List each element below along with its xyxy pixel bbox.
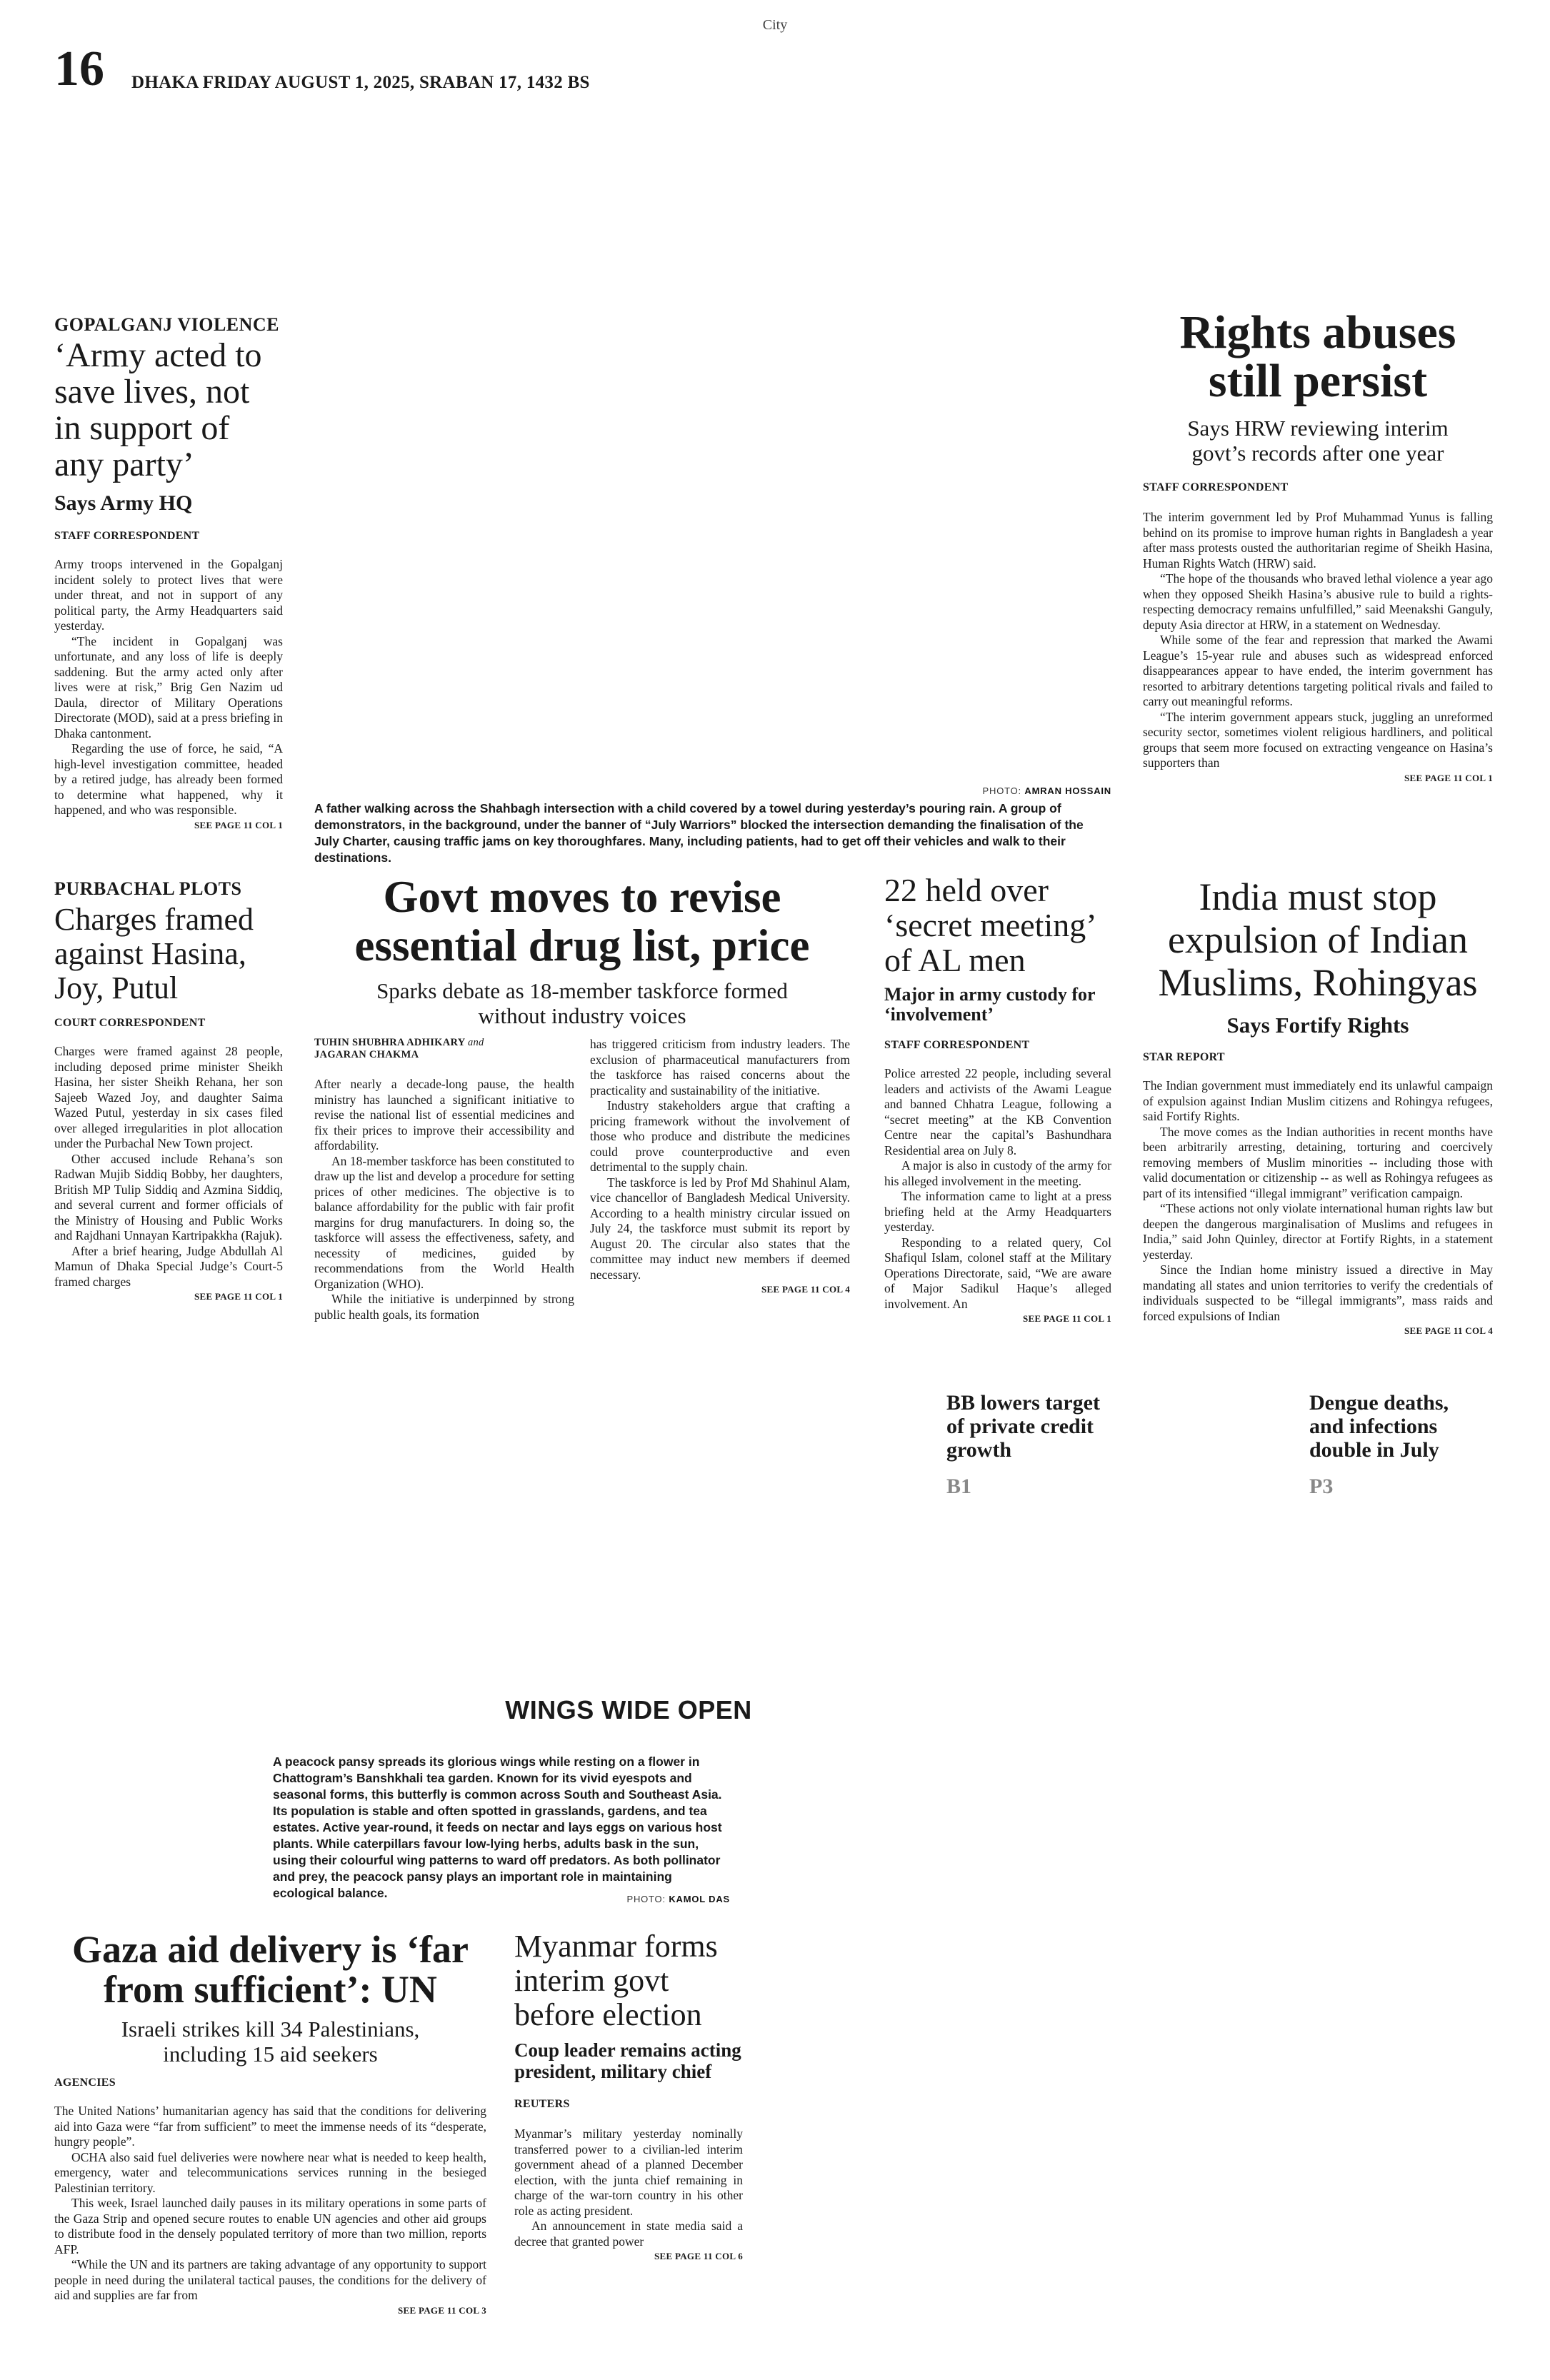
paragraph: An announcement in state media said a decree that granted power: [514, 2219, 743, 2249]
kicker: GOPALGANJ VIOLENCE: [54, 314, 280, 335]
story-india: [1143, 875, 1493, 1337]
paragraph: After nearly a decade-long pause, the health ministry has launched a significant initiative to revise the national list of essential medicines and fix their prices to improve their accessibility and affordability.: [314, 1077, 574, 1153]
story-drug-list: [314, 873, 850, 1322]
column-1: [314, 1037, 574, 1322]
credit-label: PHOTO:: [626, 1894, 666, 1904]
paragraph: The taskforce is led by Prof Md Shahinul Alam, vice chancellor of Bangladesh Medical University. According to a health ministry circular issued on July 24, the taskforce must submit its report by August 20. The circular also states that the committee may induct new members if deemed necessary.: [590, 1175, 850, 1282]
jump-line[interactable]: SEE PAGE 11 COL 4: [1404, 1325, 1493, 1336]
story-rights: [1143, 308, 1493, 784]
paragraph: This week, Israel launched daily pauses in its military operations in some parts of the Gaza Strip and opened secure routes to enable UN agencies and other aid groups to distribute food in the densely populated territory of more than two million, reports AFP.: [54, 2196, 486, 2256]
paragraph: Regarding the use of force, he said, “A high-level investigation committee, headed by a retired judge, has already been formed to determine what happened, why it happened, and who was responsible.: [54, 741, 283, 817]
byline: AGENCIES: [54, 2077, 116, 2089]
subhead: Coup leader remains acting president, military chief: [514, 2039, 741, 2082]
paragraph: “While the UN and its partners are taking advantage of any opportunity to support people in need during the unilateral tactical pauses, the conditions for the delivery of aid and supplies are far from: [54, 2257, 486, 2302]
paragraph: “The incident in Gopalganj was unfortunate, and any loss of life is deeply saddening. But the army acted only after lives were at risk,” Brig Gen Nazim ud Daula, director of Military Operations Directorate (MOD), said at a press briefing in Dhaka cantonment.: [54, 633, 283, 740]
headline[interactable]: Myanmar forms interim govt before election: [514, 1929, 718, 2032]
kicker: PURBACHAL PLOTS: [54, 878, 242, 899]
credit-label: PHOTO:: [982, 785, 1021, 796]
byline: STAFF CORRESPONDENT: [884, 1039, 1030, 1051]
paragraph: The information came to light at a press briefing held at the Army Headquarters yesterday.: [884, 1189, 1111, 1234]
promo-dengue[interactable]: [1309, 1391, 1466, 1499]
paragraph: After a brief hearing, Judge Abdullah Al Mamun of Dhaka Special Judge’s Court-5 framed charges: [54, 1243, 283, 1289]
page-number: 16: [54, 41, 104, 96]
paragraph: Charges were framed against 28 people, including deposed prime minister Sheikh Hasina, her sister Sheikh Rehana, her son Sajeeb Wazed Joy, and daughter Saima Wazed Putul, yesterday in six cases filed over alleged irregularities in plot allocation under the Purbachal New Town project.: [54, 1044, 283, 1150]
promo-headline[interactable]: Dengue deaths, and infections double in July: [1309, 1391, 1449, 1462]
article-body: [884, 1066, 1111, 1312]
jump-line[interactable]: SEE PAGE 11 COL 1: [194, 819, 283, 830]
byline: STAFF CORRESPONDENT: [1143, 481, 1289, 493]
story-myanmar: [514, 1929, 743, 2262]
credit-name: KAMOL DAS: [669, 1894, 730, 1904]
article-body: [1143, 1078, 1493, 1324]
article-body: [314, 1077, 574, 1322]
subhead: Major in army custody for ‘involvement’: [884, 984, 1096, 1025]
jump-line[interactable]: SEE PAGE 11 COL 1: [194, 1291, 283, 1302]
headline[interactable]: 22 held over ‘secret meeting’ of AL men: [884, 872, 1095, 978]
paragraph: The move comes as the Indian authorities in recent months have been arbitrarily arresting, detaining, torturing and coercively removing members of Muslim minorities -- including those with valid documentation or citizenship -- as well as Rohingya refugees as part of its intensified “illegal immigrant” verification campaign.: [1143, 1124, 1493, 1200]
subhead: Says Army HQ: [54, 491, 193, 515]
paragraph: has triggered criticism from industry leaders. The exclusion of pharmaceutical manufacturers from the taskforce has raised concerns about the practicality and sustainability of the initiative.: [590, 1037, 850, 1098]
photo-caption: A father walking across the Shahbagh intersection with a child covered by a towel during yesterday’s pouring rain. A group of demonstrators, in the background, under the banner of “July Warriors” blocked the intersection demanding the finalisation of the July Charter, causing traffic jams on key thoroughfares. Many, including patients, had to get off their vehicles and walk to their destinations.: [314, 801, 1084, 865]
subhead: Israeli strikes kill 34 Palestinians, including 15 aid seekers: [121, 2017, 420, 2067]
paragraph: While some of the fear and repression that marked the Awami League’s 15-year rule and abuses such as widespread enforced disappearances appear to have ended, the interim government has resorted to arbitrary detentions targeting political rivals and failed to carry out meaningful reforms.: [1143, 633, 1493, 708]
photo-feature-caption: A peacock pansy spreads its glorious wings while resting on a flower in Chattogram’s Banshkhali tea garden. Known for its vivid eyespots and seasonal forms, this butterfly is common across South and Southeast Asia. Its population is stable and often spotted in grasslands, gardens, and tea estates. Active year-round, it feeds on nectar and lays eggs on various host plants. While caterpillars favour low-lying herbs, adults bask in the sun, using their colourful wing patterns to ward off predators. As both pollinator and prey, the peacock pansy plays an important role in maintaining ecological balance.: [273, 1754, 722, 1900]
headline[interactable]: India must stop expulsion of Indian Muslims, Rohingyas: [1158, 875, 1478, 1004]
headline[interactable]: Rights abuses still persist: [1179, 306, 1456, 407]
paragraph: A major is also in custody of the army for his alleged involvement in the meeting.: [884, 1158, 1111, 1188]
article-body: [514, 2127, 743, 2249]
column-2: [590, 1037, 850, 1322]
paragraph: An 18-member taskforce has been constituted to draw up the list and develop a procedure for setting prices of other medicines. The objective is to balance affordability for the public with fair profit margins for drug manufacturers. In doing so, the taskforce will assess the effectiveness, safety, and necessity of medicines, guided by recommendations from the World Health Organization (WHO).: [314, 1153, 574, 1291]
promo-page-ref: P3: [1309, 1475, 1334, 1498]
paragraph: The Indian government must immediately end its unlawful campaign of expulsion against Indian Muslim citizens and Rohingya refugees, said Fortify Rights.: [1143, 1078, 1493, 1123]
story-gaza: [54, 1929, 486, 2316]
byline: REUTERS: [514, 2098, 570, 2110]
paragraph: Army troops intervened in the Gopalganj incident solely to protect lives that were under threat, and not in support of any political party, the Army Headquarters said yesterday.: [54, 557, 283, 633]
subhead: Sparks debate as 18-member taskforce formed without industry voices: [376, 978, 788, 1028]
article-body: [54, 557, 283, 818]
article-body: [590, 1037, 850, 1282]
paragraph: The United Nations’ humanitarian agency has said that the conditions for delivering aid into Gaza were “far from sufficient” to meet the immense needs of its “desperate, hungry people”.: [54, 2104, 486, 2149]
photo-credit: [314, 785, 1111, 796]
photo-feature-title: WINGS WIDE OPEN: [505, 1695, 752, 1724]
paragraph: “The interim government appears stuck, juggling an unreformed security sector, sometimes violent religious hardliners, and political groups that seem more focused on extracting vengeance on Hasina’s supporters than: [1143, 709, 1493, 770]
subhead: Says HRW reviewing interim govt’s records after one year: [1187, 416, 1449, 466]
paragraph: OCHA also said fuel deliveries were nowhere near what is needed to keep health, emergency, water and telecommunications services running in the besieged Palestinian territory.: [54, 2149, 486, 2195]
story-purbachal: [54, 878, 283, 1302]
story-gopalganj: [54, 314, 283, 831]
jump-line[interactable]: SEE PAGE 11 COL 3: [397, 2304, 486, 2316]
paragraph: Responding to a related query, Col Shafiqul Islam, colonel staff at the Military Operations Directorate, said, “We are aware of Major Sadikul Haque’s alleged involvement. An: [884, 1235, 1111, 1311]
paragraph: “The hope of the thousands who braved lethal violence a year ago when they opposed Sheikh Hasina’s abusive rule to build a rights-respecting democracy remains unfulfilled,” said Meenakshi Ganguly, deputy Asia director at HRW, in a statement on Wednesday.: [1143, 571, 1493, 632]
article-body: [54, 1044, 283, 1290]
paragraph: The interim government led by Prof Muhammad Yunus is falling behind on its promise to improve human rights in Bangladesh a year after mass protests ousted the authoritarian regime of Sheikh Hasina, Human Rights Watch (HRW) said.: [1143, 510, 1493, 571]
byline: [314, 1037, 574, 1061]
jump-line[interactable]: SEE PAGE 11 COL 1: [1404, 772, 1493, 783]
headline[interactable]: Gaza aid delivery is ‘far from sufficient’: UN: [72, 1928, 469, 2011]
headline[interactable]: ‘Army acted to save lives, not in support of any party’: [54, 336, 262, 483]
byline-author-2: JAGARAN CHAKMA: [314, 1049, 419, 1060]
article-body: [1143, 510, 1493, 771]
promo-bb[interactable]: [946, 1391, 1104, 1499]
credit-name: AMRAN HOSSAIN: [1024, 785, 1111, 796]
promo-page-ref: B1: [946, 1475, 972, 1498]
headline[interactable]: Govt moves to revise essential drug list, price: [354, 872, 810, 970]
byline: COURT CORRESPONDENT: [54, 1017, 206, 1029]
byline: STAFF CORRESPONDENT: [54, 530, 200, 542]
dateline: DHAKA FRIDAY AUGUST 1, 2025, SRABAN 17, 1432 BS: [131, 73, 590, 92]
promo-headline[interactable]: BB lowers target of private credit growth: [946, 1391, 1100, 1462]
paragraph: Since the Indian home ministry issued a directive in May mandating all states and union territories to verify the credentials of individuals suspected to be “illegal immigrants”, mass raids and forced expulsions of Indian: [1143, 1262, 1493, 1323]
paragraph: Industry stakeholders argue that crafting a pricing framework without the involvement of those who produce and distribute the medicines could prove counterproductive and even detrimental to the supply chain.: [590, 1098, 850, 1174]
paragraph: Myanmar’s military yesterday nominally transferred power to a civilian-led interim government ahead of a planned December election, with the junta chief remaining in charge of the war-torn country in his other role as acting president.: [514, 2127, 743, 2218]
paragraph: Other accused include Rehana’s son Radwan Mujib Siddiq Bobby, her daughters, British MP Tulip Siddiq and Azmina Siddiq, and several current and former officials of the Ministry of Housing and Public Works and Rajdhani Unnayan Kartripakkha (Rajuk).: [54, 1151, 283, 1242]
jump-line[interactable]: SEE PAGE 11 COL 1: [1022, 1313, 1111, 1324]
article-body: [54, 2104, 486, 2304]
byline-and: and: [467, 1037, 484, 1048]
jump-line[interactable]: SEE PAGE 11 COL 6: [654, 2251, 743, 2261]
byline-author-1: TUHIN SHUBHRA ADHIKARY: [314, 1037, 466, 1048]
section-label: City: [762, 17, 788, 33]
jump-line[interactable]: SEE PAGE 11 COL 4: [761, 1284, 850, 1295]
paragraph: “These actions not only violate international human rights law but deepen the dangerous marginalisation of Muslims and refugees in India,” said John Quinley, director at Fortify Rights, in a statement yesterday.: [1143, 1201, 1493, 1262]
paragraph: Police arrested 22 people, including several leaders and activists of the Awami League and banned Chhatra League, following a “secret meeting” at the KB Convention Centre near the capital’s Bashundhara Residential area on July 8.: [884, 1066, 1111, 1158]
subhead: Says Fortify Rights: [1226, 1013, 1409, 1038]
story-al-men: [884, 873, 1111, 1325]
headline[interactable]: Charges framed against Hasina, Joy, Putul: [54, 902, 254, 1005]
byline: STAR REPORT: [1143, 1051, 1225, 1063]
photo-credit: [273, 1894, 730, 1904]
paragraph: While the initiative is underpinned by strong public health goals, its formation: [314, 1292, 574, 1322]
